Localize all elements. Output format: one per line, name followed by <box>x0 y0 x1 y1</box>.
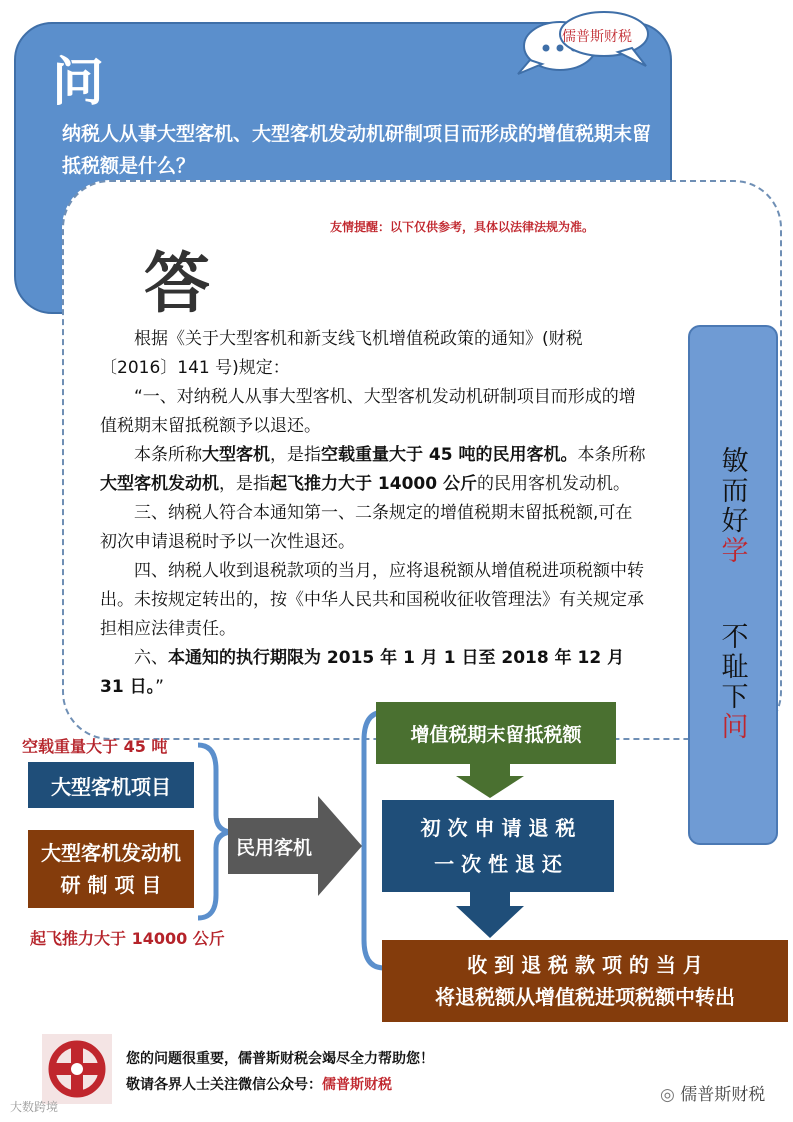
wechat-account: ◎ 儒普斯财税 <box>660 1085 766 1105</box>
disclaimer-tip: 友情提醒：以下仅供参考，具体以法律法规为准。 <box>330 220 595 234</box>
question-text: 纳税人从事大型客机、大型客机发动机研制项目而形成的增值税期末留抵税额是什么？ <box>62 123 652 177</box>
watermark: 大数跨境 <box>10 1100 59 1114</box>
label-thrust: 起飞推力大于 14000 公斤 <box>30 929 225 948</box>
paragraph-4: 三、纳税人符合本通知第一、二条规定的增值税期末留抵税额,可在初次申请退税时予以一次性退还。 <box>100 503 633 552</box>
label-weight: 空载重量大于 45 吨 <box>22 737 168 756</box>
paragraph-2: “一、对纳税人从事大型客机、大型客机发动机研制项目而形成的增值税期末留抵税额予以退还。 <box>100 387 636 436</box>
wechat-icon: ◎ <box>660 1085 675 1105</box>
paragraph-1: 根据《关于大型客机和新支线飞机增值税政策的通知》(财税〔2016〕141 号)规定： <box>100 329 583 378</box>
footer-line-1: 您的问题很重要，儒普斯财税会竭尽全力帮助您！ <box>126 1051 434 1067</box>
box-first-refund: 初 次 申 请 退 税 一 次 性 退 还 <box>382 800 614 892</box>
paragraph-3: 本条所称大型客机，是指空载重量大于 45 吨的民用客机。本条所称大型客机发动机，是指起飞推力大于 14000 公斤的民用客机发动机。 <box>100 445 646 494</box>
box-engine-project: 大型客机发动机 研 制 项 目 <box>28 830 194 908</box>
box-transfer-out: 收 到 退 税 款 项 的 当 月 将退税额从增值税进项税额中转出 <box>382 940 788 1022</box>
paragraph-6: 六、本通知的执行期限为 2015 年 1 月 1 日至 2018 年 12 月 31 日。” <box>100 648 625 697</box>
brand-tag: 儒普斯财税 <box>562 29 632 45</box>
motto-column-1: 敏 而 好 学 <box>721 446 749 567</box>
question-title: 问 <box>52 53 105 113</box>
answer-title: 答 <box>144 245 210 322</box>
logo-icon <box>42 1034 112 1104</box>
box-aircraft-project: 大型客机项目 <box>28 762 194 808</box>
motto-column-2: 不 耻 下 问 <box>721 622 749 743</box>
box-civil-aircraft: 民用客机 <box>235 836 312 859</box>
footer-line-2: 敬请各界人士关注微信公众号：儒普斯财税 <box>126 1077 392 1093</box>
box-vat-credit: 增值税期末留抵税额 <box>376 702 616 764</box>
paragraph-5: 四、纳税人收到退税款项的当月，应将退税额从增值税进项税额中转出。未按规定转出的，按《中华人民共和国税收征收管理法》有关规定承担相应法律责任。 <box>100 561 644 639</box>
